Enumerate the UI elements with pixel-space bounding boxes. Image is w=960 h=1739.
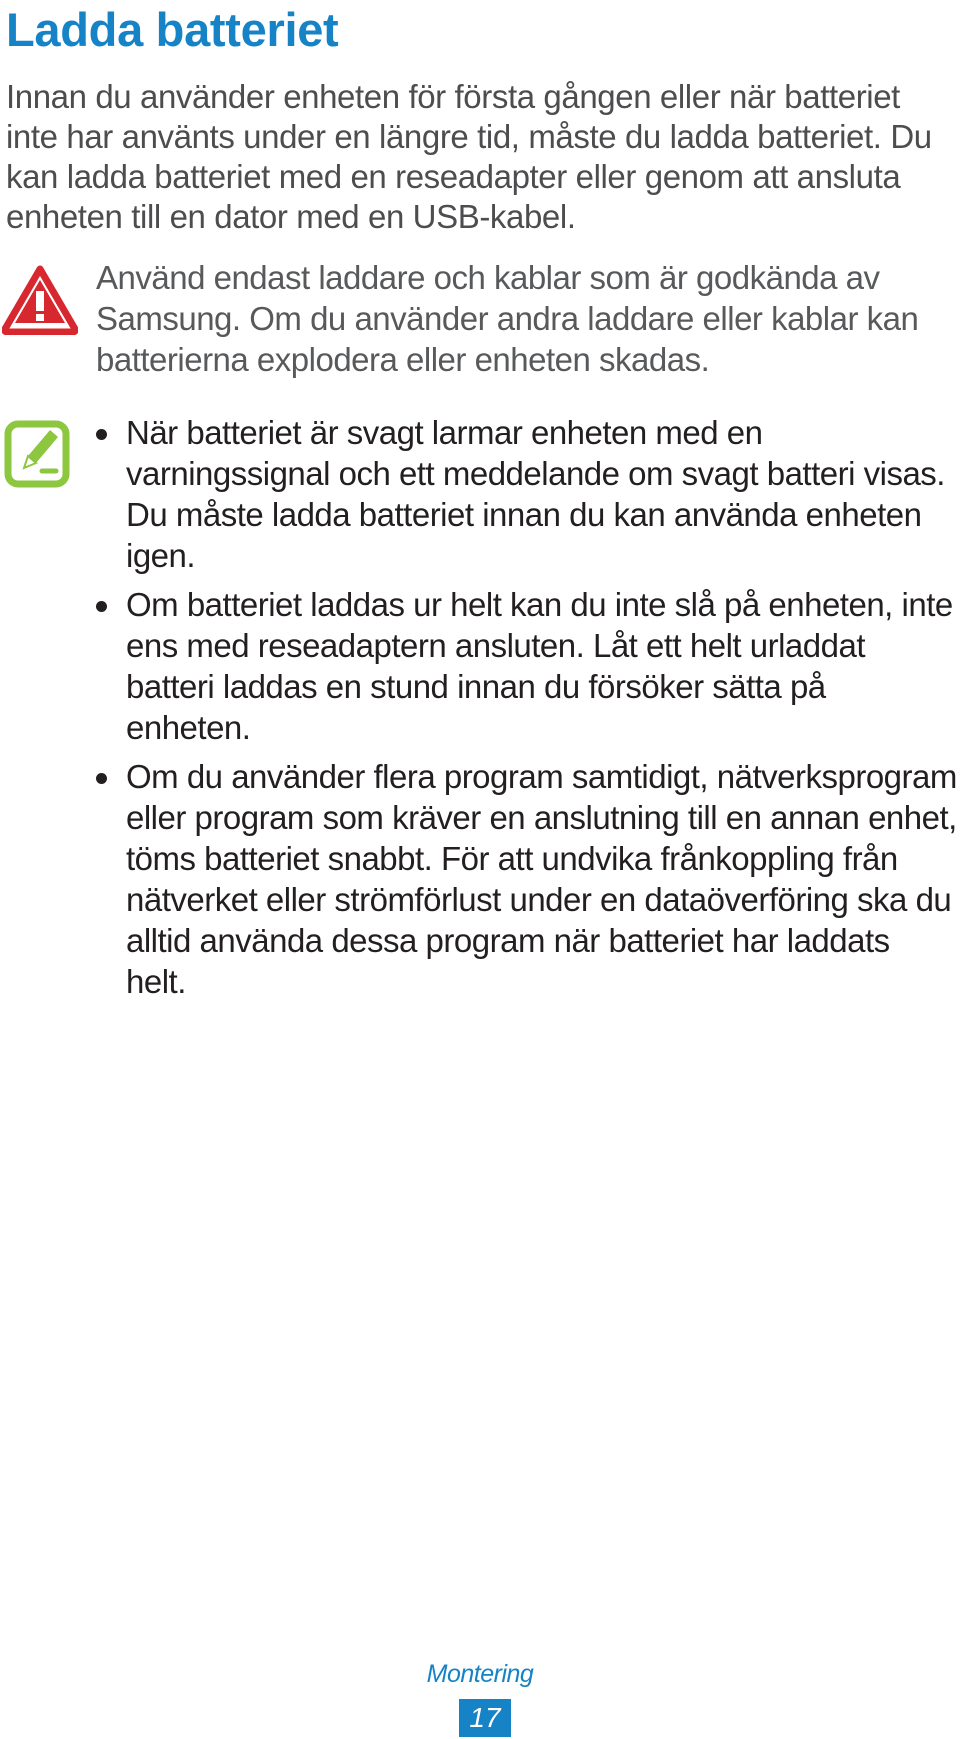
list-item [96, 412, 958, 576]
note-list [96, 412, 958, 1010]
intro-paragraph: Innan du använder enheten för första gången eller när batteriet inte har använts under en längre tid, måste du ladda batteriet. Du kan ladda batteriet med en reseadapter eller genom att ansluta enheten till en dator med en USB-kabel. [6, 78, 932, 235]
bullet-icon [96, 429, 107, 440]
bullet-icon [96, 601, 107, 612]
list-item-text: När batteriet är svagt larmar enheten med en varningssignal och ett meddelande om svagt batteri visas. Du måste ladda batteriet innan du kan använda enheten igen. [126, 414, 945, 574]
note-pencil-icon [4, 418, 72, 490]
warning-triangle-icon [2, 265, 78, 335]
page-title: Ladda batteriet [6, 3, 339, 56]
footer-section-name: Montering [426, 1660, 534, 1688]
list-item-text: Om batteriet laddas ur helt kan du inte slå på enheten, inte ens med reseadaptern ansluten. Låt ett helt urladdat batteri laddas en stund innan du försöker sätta på enheten. [126, 586, 953, 746]
page-number: 17 [469, 1702, 501, 1733]
list-item [96, 756, 958, 1002]
list-item [96, 584, 958, 748]
list-item-text: Om du använder flera program samtidigt, nätverksprogram eller program som kräver en anslutning till en annan enhet, töms batteriet snabbt. För att undvika frånkoppling från nätverket eller strömförlust under en dataöverföring ska du alltid använda dessa program när batteriet har laddats helt. [126, 758, 957, 1000]
warning-text: Använd endast laddare och kablar som är godkända av Samsung. Om du använder andra laddare eller kablar kan batterierna explodera eller enheten skadas. [96, 259, 919, 378]
page-number-badge [459, 1699, 511, 1737]
bullet-icon [96, 773, 107, 784]
